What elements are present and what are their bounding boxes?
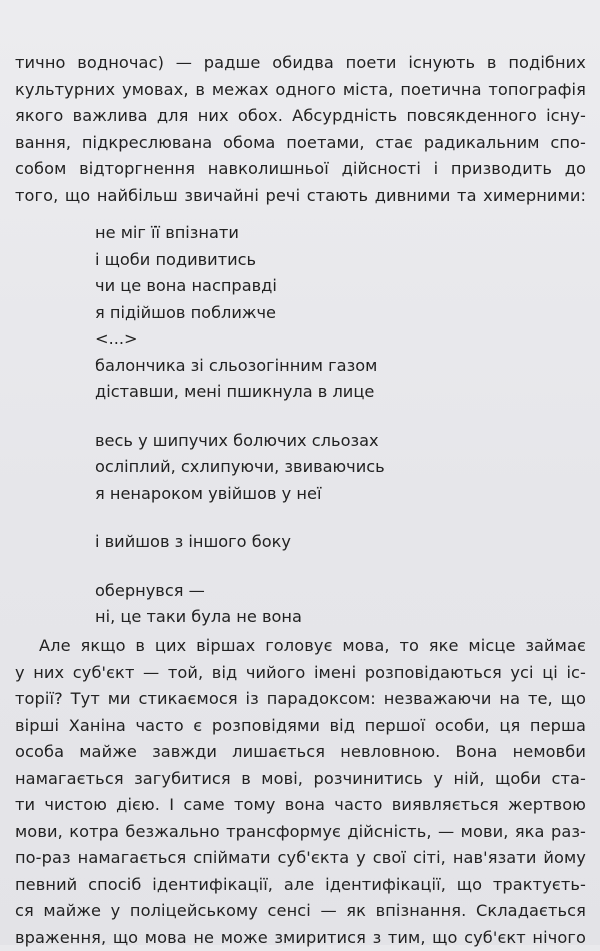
poem-quote	[95, 220, 385, 653]
poem-line: <...>	[95, 326, 385, 353]
poem-line: не міг її впізнати	[95, 220, 385, 247]
paragraph-main	[15, 633, 586, 951]
paragraph-intro	[15, 50, 586, 209]
text-line: враження, що мова не може змиритися з тим, що суб'єкт нічого	[15, 925, 586, 951]
poem-stanza	[95, 529, 385, 556]
poem-line: і щоби подивитись	[95, 247, 385, 274]
text-line: того, що найбільш звичайні речі стають дивними та химерними:	[15, 183, 586, 210]
text-line: певний спосіб ідентифікації, але ідентифікації, що трактуєть-	[15, 872, 586, 899]
poem-line: весь у шипучих болючих сльозах	[95, 428, 385, 455]
text-line: намагається загубитися в мові, розчинитись у ній, щоби ста-	[15, 766, 586, 793]
poem-line: діставши, мені пшикнула в лице	[95, 379, 385, 406]
text-line: ся майже у поліцейському сенсі — як впізнання. Складається	[15, 898, 586, 925]
text-line: вірші Ханіна часто є розповідями від першої особи, ця перша	[15, 713, 586, 740]
poem-line: ні, це таки була не вона	[95, 604, 385, 631]
text-line: особа майже завжди лишається невловною. Вона немовби	[15, 739, 586, 766]
text-line: по-раз намагається спіймати суб'єкта у свої сіті, нав'язати йому	[15, 845, 586, 872]
poem-line: осліплий, схлипуючи, звиваючись	[95, 454, 385, 481]
text-line: мови, котра безжально трансформує дійсність, — мови, яка раз-	[15, 819, 586, 846]
text-line: тично водночас) — радше обидва поети існують в подібних	[15, 50, 586, 77]
text-line: собом відторгнення навколишньої дійсності і призводить до	[15, 156, 586, 183]
text-line: Але якщо в цих віршах головує мова, то яке місце займає	[15, 633, 586, 660]
poem-stanza	[95, 428, 385, 508]
text-line: якого важлива для них обох. Абсурдність повсякденного існу-	[15, 103, 586, 130]
poem-line: і вийшов з іншого боку	[95, 529, 385, 556]
poem-stanza	[95, 220, 385, 406]
text-line: вання, підкреслювана обома поетами, стає радикальним спо-	[15, 130, 586, 157]
text-line: у них суб'єкт — той, від чийого імені розповідаються усі ці іс-	[15, 660, 586, 687]
text-line: торії? Тут ми стикаємося із парадоксом: незважаючи на те, що	[15, 686, 586, 713]
text-line: культурних умовах, в межах одного міста, поетична топографія	[15, 77, 586, 104]
poem-stanza	[95, 578, 385, 631]
poem-line: чи це вона насправді	[95, 273, 385, 300]
poem-line: балончика зі сльозогінним газом	[95, 353, 385, 380]
poem-line: я підійшов поближче	[95, 300, 385, 327]
poem-line: обернувся —	[95, 578, 385, 605]
text-line: ти чистою дією. І саме тому вона часто виявляється жертвою	[15, 792, 586, 819]
poem-line: я ненароком увійшов у неї	[95, 481, 385, 508]
